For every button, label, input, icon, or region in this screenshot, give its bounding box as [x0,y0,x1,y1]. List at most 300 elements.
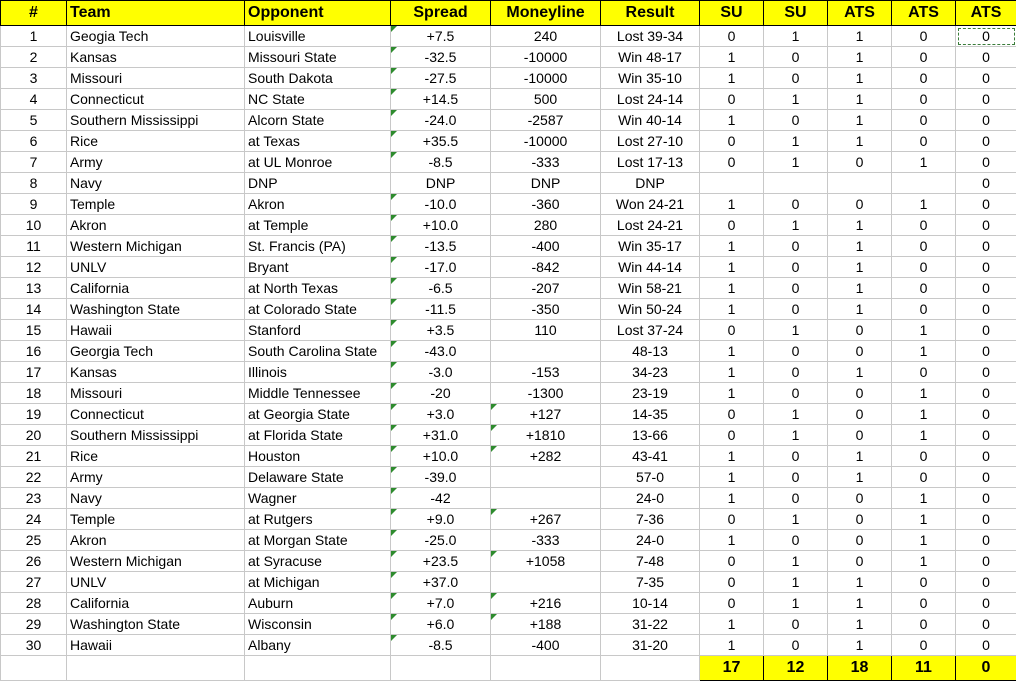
cell-team[interactable]: UNLV [67,572,245,593]
cell-opponent[interactable]: at Colorado State [245,299,391,320]
cell-team[interactable]: Rice [67,446,245,467]
cell-spread[interactable]: -6.5 [391,278,491,299]
cell-number[interactable]: 9 [1,194,67,215]
cell-su-1[interactable]: 1 [700,68,764,89]
cell-su-2[interactable]: 1 [764,509,828,530]
empty-cell[interactable] [391,656,491,681]
cell-opponent[interactable]: at Texas [245,131,391,152]
cell-ats-2[interactable]: 0 [892,131,956,152]
cell-ats-3[interactable]: 0 [956,509,1016,530]
cell-result[interactable]: Win 50-24 [601,299,700,320]
cell-ats-2[interactable]: 0 [892,278,956,299]
cell-ats-2[interactable]: 0 [892,47,956,68]
cell-team[interactable]: Navy [67,488,245,509]
cell-result[interactable]: 7-36 [601,509,700,530]
cell-ats-2[interactable]: 0 [892,236,956,257]
cell-team[interactable]: Connecticut [67,89,245,110]
cell-opponent[interactable]: Stanford [245,320,391,341]
cell-su-1[interactable]: 0 [700,551,764,572]
cell-su-1[interactable]: 1 [700,467,764,488]
cell-su-2[interactable]: 0 [764,257,828,278]
cell-ats-2[interactable]: 0 [892,446,956,467]
cell-moneyline[interactable] [491,341,601,362]
cell-result[interactable]: Win 35-17 [601,236,700,257]
cell-spread[interactable]: -43.0 [391,341,491,362]
cell-ats-1[interactable]: 1 [828,299,892,320]
cell-ats-1[interactable]: 1 [828,467,892,488]
cell-moneyline[interactable]: 280 [491,215,601,236]
cell-team[interactable]: Missouri [67,383,245,404]
cell-ats-3[interactable]: 0 [956,446,1016,467]
cell-moneyline[interactable]: +127 [491,404,601,425]
cell-su-2[interactable]: 1 [764,89,828,110]
cell-ats-2[interactable]: 1 [892,152,956,173]
cell-team[interactable]: Kansas [67,47,245,68]
cell-ats-1[interactable]: 0 [828,530,892,551]
cell-number[interactable]: 3 [1,68,67,89]
cell-su-1[interactable]: 1 [700,635,764,656]
cell-spread[interactable]: -24.0 [391,110,491,131]
cell-spread[interactable]: -39.0 [391,467,491,488]
cell-spread[interactable]: -20 [391,383,491,404]
cell-moneyline[interactable]: -2587 [491,110,601,131]
cell-ats-1[interactable]: 1 [828,110,892,131]
cell-result[interactable]: 43-41 [601,446,700,467]
cell-team[interactable]: Southern Mississippi [67,425,245,446]
cell-team[interactable]: Washington State [67,299,245,320]
cell-spread[interactable]: -8.5 [391,635,491,656]
cell-moneyline[interactable]: 110 [491,320,601,341]
cell-ats-1[interactable]: 0 [828,551,892,572]
cell-opponent[interactable]: Houston [245,446,391,467]
cell-ats-1[interactable]: 0 [828,488,892,509]
cell-team[interactable]: California [67,593,245,614]
cell-ats-2[interactable]: 1 [892,404,956,425]
cell-su-1[interactable]: 1 [700,383,764,404]
cell-opponent[interactable]: Illinois [245,362,391,383]
cell-moneyline[interactable]: +216 [491,593,601,614]
cell-ats-3[interactable]: 0 [956,26,1016,47]
cell-ats-3[interactable]: 0 [956,467,1016,488]
cell-su-2[interactable]: 1 [764,215,828,236]
cell-number[interactable]: 19 [1,404,67,425]
cell-ats-1[interactable]: 1 [828,635,892,656]
cell-result[interactable]: 31-20 [601,635,700,656]
cell-ats-2[interactable]: 0 [892,89,956,110]
empty-cell[interactable] [1,656,67,681]
cell-ats-1[interactable]: 0 [828,425,892,446]
cell-su-1[interactable]: 1 [700,362,764,383]
cell-ats-3[interactable]: 0 [956,47,1016,68]
cell-team[interactable]: Hawaii [67,635,245,656]
empty-cell[interactable] [67,656,245,681]
header-cell-number[interactable]: # [1,1,67,26]
cell-ats-2[interactable]: 1 [892,530,956,551]
cell-ats-2[interactable]: 1 [892,488,956,509]
cell-ats-2[interactable]: 0 [892,68,956,89]
cell-team[interactable]: Rice [67,131,245,152]
cell-opponent[interactable]: Missouri State [245,47,391,68]
cell-su-1[interactable]: 0 [700,593,764,614]
cell-team[interactable]: Connecticut [67,404,245,425]
cell-moneyline[interactable]: -207 [491,278,601,299]
cell-opponent[interactable]: South Dakota [245,68,391,89]
cell-moneyline[interactable]: -350 [491,299,601,320]
total-ats-2[interactable]: 11 [892,656,956,681]
cell-number[interactable]: 7 [1,152,67,173]
cell-ats-1[interactable]: 0 [828,152,892,173]
cell-ats-3[interactable]: 0 [956,89,1016,110]
cell-moneyline[interactable]: -10000 [491,47,601,68]
header-cell-su-2[interactable]: SU [764,1,828,26]
cell-ats-1[interactable]: 1 [828,614,892,635]
cell-ats-3[interactable]: 0 [956,236,1016,257]
cell-number[interactable]: 23 [1,488,67,509]
header-cell-moneyline[interactable]: Moneyline [491,1,601,26]
cell-ats-1[interactable]: 1 [828,572,892,593]
cell-su-2[interactable]: 1 [764,152,828,173]
cell-su-1[interactable]: 1 [700,110,764,131]
total-ats-1[interactable]: 18 [828,656,892,681]
cell-su-1[interactable]: 1 [700,446,764,467]
cell-number[interactable]: 6 [1,131,67,152]
cell-ats-1[interactable]: 1 [828,278,892,299]
cell-moneyline[interactable]: +1058 [491,551,601,572]
cell-ats-2[interactable]: 1 [892,425,956,446]
cell-opponent[interactable]: St. Francis (PA) [245,236,391,257]
cell-ats-2[interactable]: 1 [892,383,956,404]
cell-number[interactable]: 20 [1,425,67,446]
cell-su-1[interactable]: 1 [700,257,764,278]
cell-opponent[interactable]: NC State [245,89,391,110]
cell-spread[interactable]: +10.0 [391,446,491,467]
cell-moneyline[interactable]: -153 [491,362,601,383]
cell-result[interactable]: Lost 24-21 [601,215,700,236]
cell-opponent[interactable]: at Temple [245,215,391,236]
cell-su-1[interactable]: 0 [700,320,764,341]
cell-moneyline[interactable]: +282 [491,446,601,467]
cell-su-1[interactable]: 0 [700,215,764,236]
cell-ats-1[interactable]: 1 [828,257,892,278]
cell-su-1[interactable]: 1 [700,614,764,635]
cell-su-1[interactable]: 0 [700,131,764,152]
cell-number[interactable]: 15 [1,320,67,341]
cell-result[interactable]: 7-48 [601,551,700,572]
cell-spread[interactable]: +3.5 [391,320,491,341]
cell-su-2[interactable]: 0 [764,467,828,488]
cell-su-2[interactable]: 0 [764,362,828,383]
cell-moneyline[interactable]: -1300 [491,383,601,404]
cell-spread[interactable]: -3.0 [391,362,491,383]
cell-result[interactable]: DNP [601,173,700,194]
cell-moneyline[interactable]: +1810 [491,425,601,446]
cell-ats-1[interactable]: 1 [828,593,892,614]
cell-su-2[interactable]: 0 [764,194,828,215]
cell-su-1[interactable]: 1 [700,47,764,68]
cell-su-1[interactable]: 1 [700,530,764,551]
cell-ats-2[interactable]: 0 [892,614,956,635]
cell-moneyline[interactable]: -842 [491,257,601,278]
header-cell-ats-3[interactable]: ATS [956,1,1016,26]
cell-spread[interactable]: +9.0 [391,509,491,530]
cell-team[interactable]: Navy [67,173,245,194]
cell-moneyline[interactable]: -10000 [491,131,601,152]
cell-ats-2[interactable]: 0 [892,572,956,593]
cell-result[interactable]: Win 58-21 [601,278,700,299]
cell-opponent[interactable]: at UL Monroe [245,152,391,173]
cell-number[interactable]: 25 [1,530,67,551]
cell-ats-2[interactable]: 0 [892,362,956,383]
cell-opponent[interactable]: Alcorn State [245,110,391,131]
cell-opponent[interactable]: Delaware State [245,467,391,488]
cell-opponent[interactable]: at Georgia State [245,404,391,425]
cell-number[interactable]: 22 [1,467,67,488]
header-cell-su-1[interactable]: SU [700,1,764,26]
cell-ats-1[interactable]: 1 [828,68,892,89]
cell-team[interactable]: Army [67,152,245,173]
header-cell-opponent[interactable]: Opponent [245,1,391,26]
cell-su-2[interactable]: 1 [764,551,828,572]
cell-spread[interactable]: +3.0 [391,404,491,425]
cell-ats-1[interactable]: 1 [828,236,892,257]
cell-su-2[interactable]: 1 [764,572,828,593]
cell-su-1[interactable]: 0 [700,152,764,173]
cell-su-2[interactable]: 1 [764,425,828,446]
cell-result[interactable]: 14-35 [601,404,700,425]
cell-result[interactable]: 24-0 [601,488,700,509]
cell-ats-3[interactable]: 0 [956,404,1016,425]
cell-number[interactable]: 12 [1,257,67,278]
cell-team[interactable]: Hawaii [67,320,245,341]
cell-su-1[interactable]: 1 [700,236,764,257]
cell-result[interactable]: Win 44-14 [601,257,700,278]
cell-number[interactable]: 2 [1,47,67,68]
cell-spread[interactable]: -17.0 [391,257,491,278]
cell-su-2[interactable]: 1 [764,26,828,47]
cell-result[interactable]: Lost 17-13 [601,152,700,173]
cell-spread[interactable]: -27.5 [391,68,491,89]
cell-su-2[interactable]: 0 [764,278,828,299]
cell-ats-1[interactable]: 1 [828,362,892,383]
cell-opponent[interactable]: at Morgan State [245,530,391,551]
cell-su-2[interactable]: 0 [764,236,828,257]
cell-moneyline[interactable]: DNP [491,173,601,194]
cell-ats-1[interactable]: 1 [828,47,892,68]
cell-result[interactable]: Lost 24-14 [601,89,700,110]
cell-su-2[interactable]: 1 [764,131,828,152]
cell-team[interactable]: Georgia Tech [67,341,245,362]
cell-spread[interactable]: +7.0 [391,593,491,614]
cell-spread[interactable]: -25.0 [391,530,491,551]
cell-moneyline[interactable]: +188 [491,614,601,635]
cell-ats-1[interactable]: 0 [828,404,892,425]
cell-ats-3[interactable]: 0 [956,194,1016,215]
cell-result[interactable]: Win 48-17 [601,47,700,68]
cell-ats-1[interactable]: 1 [828,215,892,236]
cell-su-2[interactable]: 0 [764,383,828,404]
cell-su-2[interactable]: 1 [764,404,828,425]
cell-ats-1[interactable]: 0 [828,320,892,341]
cell-number[interactable]: 17 [1,362,67,383]
cell-opponent[interactable]: at Florida State [245,425,391,446]
cell-spread[interactable]: +6.0 [391,614,491,635]
cell-su-2[interactable]: 0 [764,68,828,89]
cell-su-2[interactable]: 0 [764,110,828,131]
cell-result[interactable]: Won 24-21 [601,194,700,215]
cell-opponent[interactable]: Louisville [245,26,391,47]
cell-spread[interactable]: +14.5 [391,89,491,110]
cell-result[interactable]: Win 35-10 [601,68,700,89]
cell-number[interactable]: 16 [1,341,67,362]
cell-su-2[interactable]: 0 [764,446,828,467]
cell-team[interactable]: UNLV [67,257,245,278]
cell-team[interactable]: Temple [67,194,245,215]
cell-ats-3[interactable]: 0 [956,110,1016,131]
cell-su-1[interactable]: 1 [700,278,764,299]
cell-spread[interactable]: +35.5 [391,131,491,152]
cell-number[interactable]: 30 [1,635,67,656]
cell-ats-1[interactable]: 0 [828,383,892,404]
cell-su-2[interactable]: 1 [764,320,828,341]
cell-opponent[interactable]: Wisconsin [245,614,391,635]
cell-result[interactable]: 7-35 [601,572,700,593]
cell-opponent[interactable]: at Rutgers [245,509,391,530]
cell-number[interactable]: 4 [1,89,67,110]
cell-spread[interactable]: -11.5 [391,299,491,320]
cell-team[interactable]: Southern Mississippi [67,110,245,131]
total-ats-3[interactable]: 0 [956,656,1016,681]
cell-team[interactable]: Temple [67,509,245,530]
cell-su-1[interactable]: 0 [700,404,764,425]
cell-number[interactable]: 13 [1,278,67,299]
cell-ats-1[interactable]: 0 [828,341,892,362]
cell-ats-3[interactable]: 0 [956,152,1016,173]
cell-result[interactable]: Lost 37-24 [601,320,700,341]
cell-opponent[interactable]: Bryant [245,257,391,278]
cell-team[interactable]: Akron [67,530,245,551]
cell-su-2[interactable]: 1 [764,593,828,614]
cell-result[interactable]: Win 40-14 [601,110,700,131]
cell-team[interactable]: Kansas [67,362,245,383]
cell-ats-1[interactable]: 1 [828,89,892,110]
empty-cell[interactable] [245,656,391,681]
cell-number[interactable]: 26 [1,551,67,572]
cell-moneyline[interactable]: +267 [491,509,601,530]
cell-spread[interactable]: DNP [391,173,491,194]
cell-number[interactable]: 5 [1,110,67,131]
cell-number[interactable]: 24 [1,509,67,530]
cell-ats-3[interactable]: 0 [956,488,1016,509]
cell-opponent[interactable]: at North Texas [245,278,391,299]
cell-ats-3[interactable]: 0 [956,362,1016,383]
cell-spread[interactable]: -10.0 [391,194,491,215]
cell-su-2[interactable] [764,173,828,194]
cell-ats-3[interactable]: 0 [956,614,1016,635]
cell-su-1[interactable]: 1 [700,194,764,215]
cell-opponent[interactable]: at Syracuse [245,551,391,572]
cell-moneyline[interactable]: -333 [491,530,601,551]
cell-result[interactable]: 10-14 [601,593,700,614]
cell-spread[interactable]: -32.5 [391,47,491,68]
cell-number[interactable]: 1 [1,26,67,47]
cell-su-2[interactable]: 0 [764,614,828,635]
cell-number[interactable]: 27 [1,572,67,593]
cell-ats-3[interactable]: 0 [956,278,1016,299]
cell-ats-2[interactable]: 1 [892,194,956,215]
cell-number[interactable]: 28 [1,593,67,614]
cell-ats-1[interactable]: 0 [828,509,892,530]
cell-moneyline[interactable] [491,488,601,509]
cell-opponent[interactable]: Auburn [245,593,391,614]
cell-opponent[interactable]: Albany [245,635,391,656]
cell-result[interactable]: 48-13 [601,341,700,362]
cell-su-2[interactable]: 0 [764,530,828,551]
cell-number[interactable]: 21 [1,446,67,467]
cell-opponent[interactable]: DNP [245,173,391,194]
cell-ats-3[interactable]: 0 [956,173,1016,194]
cell-su-2[interactable]: 0 [764,47,828,68]
cell-result[interactable]: 31-22 [601,614,700,635]
cell-ats-3[interactable]: 0 [956,257,1016,278]
cell-su-1[interactable]: 0 [700,26,764,47]
cell-moneyline[interactable] [491,572,601,593]
cell-opponent[interactable]: Akron [245,194,391,215]
cell-result[interactable]: Lost 39-34 [601,26,700,47]
cell-spread[interactable]: +37.0 [391,572,491,593]
total-su-2[interactable]: 12 [764,656,828,681]
cell-ats-2[interactable]: 0 [892,635,956,656]
cell-ats-3[interactable]: 0 [956,635,1016,656]
cell-moneyline[interactable]: 240 [491,26,601,47]
cell-ats-2[interactable] [892,173,956,194]
cell-ats-2[interactable]: 1 [892,320,956,341]
cell-team[interactable]: Akron [67,215,245,236]
cell-su-1[interactable]: 1 [700,488,764,509]
header-cell-ats-1[interactable]: ATS [828,1,892,26]
cell-moneyline[interactable]: -400 [491,236,601,257]
cell-ats-3[interactable]: 0 [956,593,1016,614]
cell-opponent[interactable]: at Michigan [245,572,391,593]
cell-ats-3[interactable]: 0 [956,551,1016,572]
cell-ats-3[interactable]: 0 [956,572,1016,593]
cell-moneyline[interactable]: -400 [491,635,601,656]
cell-spread[interactable]: +7.5 [391,26,491,47]
cell-su-1[interactable]: 0 [700,509,764,530]
header-cell-spread[interactable]: Spread [391,1,491,26]
cell-spread[interactable]: +31.0 [391,425,491,446]
cell-su-2[interactable]: 0 [764,488,828,509]
cell-su-2[interactable]: 0 [764,299,828,320]
cell-ats-1[interactable] [828,173,892,194]
empty-cell[interactable] [491,656,601,681]
cell-team[interactable]: Western Michigan [67,236,245,257]
cell-number[interactable]: 14 [1,299,67,320]
cell-team[interactable]: Army [67,467,245,488]
cell-ats-1[interactable]: 1 [828,131,892,152]
header-cell-result[interactable]: Result [601,1,700,26]
cell-ats-2[interactable]: 0 [892,593,956,614]
cell-number[interactable]: 11 [1,236,67,257]
cell-ats-2[interactable]: 1 [892,509,956,530]
cell-ats-2[interactable]: 0 [892,215,956,236]
total-su-1[interactable]: 17 [700,656,764,681]
cell-result[interactable]: Lost 27-10 [601,131,700,152]
cell-ats-3[interactable]: 0 [956,68,1016,89]
cell-team[interactable]: California [67,278,245,299]
cell-su-1[interactable]: 0 [700,572,764,593]
cell-ats-2[interactable]: 1 [892,551,956,572]
cell-spread[interactable]: -42 [391,488,491,509]
